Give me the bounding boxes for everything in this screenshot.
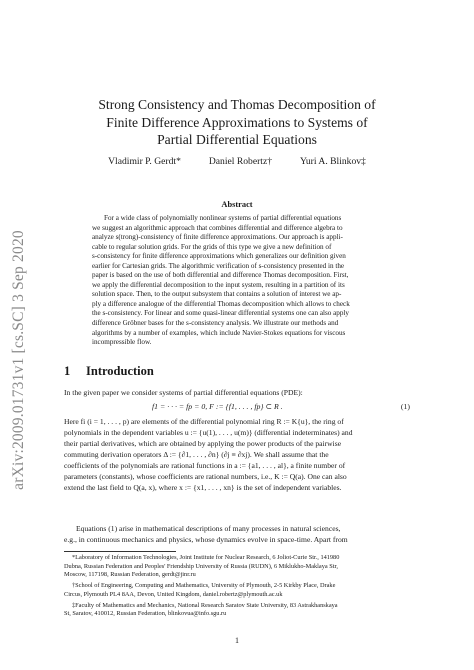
section-number: 1 <box>64 364 71 378</box>
abstract-line: incompressible flow. <box>92 338 152 347</box>
abstract-body <box>92 214 382 348</box>
paragraph-line: coefficients of the polynomials are rational functions in a := {a1, . . . , al}, a finite number of <box>64 461 346 470</box>
paragraph-line: extend the last field to Q(a, x), where x := {x1, . . . , xn} is the set of independent variables. <box>64 483 342 492</box>
equation-number: (1) <box>400 402 410 411</box>
abstract-line: algorithms by a number of examples, which include Navier-Stokes equations for viscous <box>92 328 346 337</box>
paragraph-line: Here fi (i = 1, . . . , p) are elements of the differential polynomial ring R := K{u}, the ring of <box>64 417 344 426</box>
footnote-line: Moscow, 117198, Russian Federation, gerdt@jinr.ru <box>64 571 196 579</box>
page-number: 1 <box>235 636 239 645</box>
paragraph-line: polynomials in the dependent variables u := {u(1), . . . , u(m)} (differential indeterminates) and <box>64 428 353 437</box>
author-gerdt: Vladimir P. Gerdt* <box>108 156 181 167</box>
abstract-line: ply a difference analogue of the differential Thomas decomposition which allows to check <box>92 299 350 308</box>
author-list <box>80 156 394 167</box>
intro-line: In the given paper we consider systems of partial differential equations (PDE): <box>64 388 303 397</box>
paper-title <box>70 96 404 149</box>
abstract-heading: Abstract <box>221 200 253 209</box>
abstract-line: analyze s(trong)-consistency of finite difference approximations. Our approach is appli- <box>92 233 343 242</box>
abstract-line: s-consistency for finite difference approximations which generalizes our definition given <box>92 252 346 261</box>
paragraph-line: Equations (1) arise in mathematical descriptions of many processes in natural sciences, <box>76 524 341 533</box>
abstract-line: paper is based on the use of both differential and difference Thomas decomposition. First, <box>92 271 349 280</box>
abstract-line: solution space. Then, to the output subsystem that contains a solution of interest we ap- <box>92 290 342 299</box>
second-paragraph <box>64 523 410 545</box>
footnote-line: St, Saratov, 410012, Russian Federation, blinkovua@info.sgu.ru <box>64 610 227 618</box>
author-robertz: Daniel Robertz† <box>208 156 273 167</box>
paragraph-line: e.g., in continuous mechanics and physics, whose dynamics evolve in space-time. Apart from <box>64 535 348 544</box>
title-line: Finite Difference Approximations to Systems of <box>106 114 368 130</box>
abstract-line: difference Gröbner bases for the s-consistency analysis. We illustrate our methods and <box>92 319 339 328</box>
intro-sentence <box>64 387 410 398</box>
paragraph-line: parameters (constants), whose coefficients are rational numbers, i.e., K := Q(a). One can also <box>64 472 347 481</box>
footnote-line: Dubna, Russian Federation and Peoples' Friendship University of Russia (RUDN), 6 Miklukho-Maklaya Str, <box>64 562 338 570</box>
title-line: Partial Differential Equations <box>157 132 317 147</box>
footnotes <box>64 554 414 619</box>
footnote-line: †School of Engineering, Computing and Mathematics, University of Plymouth, 2-5 Kirkby Place, Drake <box>72 582 336 590</box>
footnote-rule <box>64 551 176 552</box>
author-blinkov: Yuri A. Blinkov‡ <box>300 156 366 167</box>
abstract-line: cable to regular solution grids. For the grids of this type we give a new definition of <box>92 242 332 251</box>
arxiv-identifier: arXiv:2009.01731v1 [cs.SC] 3 Sep 2020 <box>10 230 28 490</box>
title-line: Strong Consistency and Thomas Decomposition of <box>98 97 376 112</box>
arxiv-identifier-stamp <box>7 210 31 510</box>
abstract-line: we apply the differential decomposition to the input system, resulting in a partition of its <box>92 280 345 289</box>
abstract-line: For a wide class of polynomially nonlinear systems of partial differential equations <box>104 214 342 222</box>
abstract-line: we suggest an algorithmic approach that combines differential and difference algebra to <box>92 223 343 232</box>
paragraph-line: commuting derivation operators Δ := {∂1, . . . , ∂n} (∂j ≡ ∂xj). We shall assume that the <box>64 450 329 459</box>
section-heading <box>64 364 154 379</box>
footnote-line: *Laboratory of Information Technologies, Joint Institute for Nuclear Research, 6 Joliot-Curie Str., 141980 <box>72 554 340 561</box>
abstract-line: earlier for Cartesian grids. The algorithmic verification of s-consistency presented in the <box>92 261 345 270</box>
intro-paragraph <box>64 416 410 493</box>
abstract-line: the s-consistency. For linear and some quasi-linear differential systems one can also apply <box>92 309 349 318</box>
footnote-line: ‡Faculty of Mathematics and Mechanics, National Research Saratov State University, 83 Astrakhanskaya <box>72 601 338 609</box>
equation-body: f1 = · · · = fp = 0, F := {f1, . . . , fp} ⊂ R . <box>152 402 283 411</box>
paragraph-line: their partial derivatives, which are obtained by applying the power products of the pairwise <box>64 439 342 448</box>
section-title: Introduction <box>86 364 154 378</box>
footnote-line: Circus, Plymouth PL4 8AA, Devon, United Kingdom, daniel.robertz@plymouth.ac.uk <box>64 590 283 598</box>
